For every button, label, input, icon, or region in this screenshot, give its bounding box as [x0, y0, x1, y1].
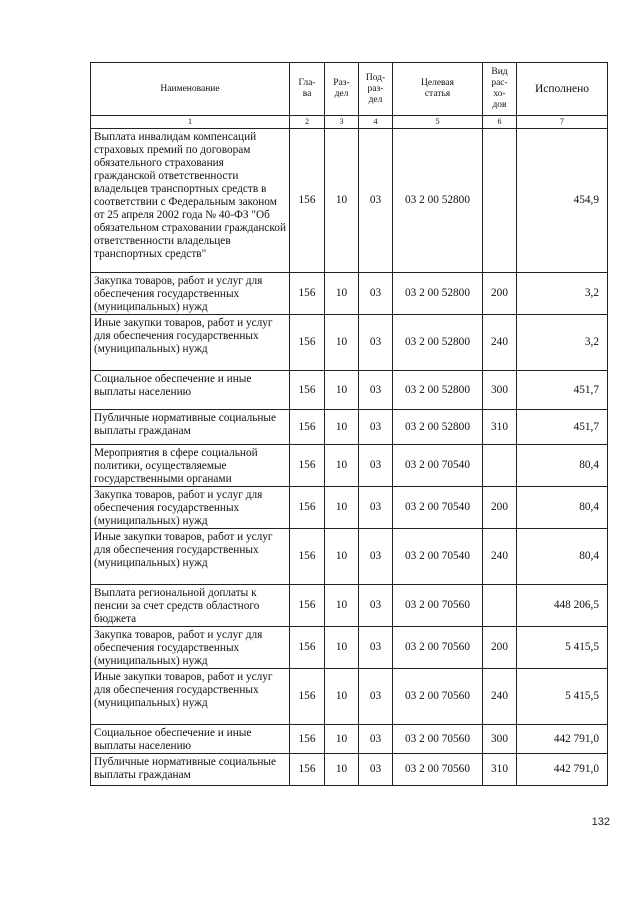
row-name: Выплата региональной доплаты к пенсии за счет средств областного бюджета [91, 585, 290, 627]
row-name: Социальное обеспечение и иные выплаты населению [91, 725, 290, 754]
row-exp-type [483, 129, 517, 273]
row-section: 10 [325, 487, 359, 529]
row-executed: 3,2 [517, 273, 608, 315]
header-chapter: Гла- ва [290, 63, 325, 116]
row-subsection: 03 [359, 725, 393, 754]
row-target: 03 2 00 52800 [393, 371, 483, 410]
row-chapter: 156 [290, 725, 325, 754]
row-exp-type [483, 445, 517, 487]
row-subsection: 03 [359, 273, 393, 315]
row-section: 10 [325, 410, 359, 445]
row-target: 03 2 00 70560 [393, 669, 483, 725]
row-exp-type: 200 [483, 273, 517, 315]
row-subsection: 03 [359, 669, 393, 725]
column-number: 6 [483, 116, 517, 129]
row-section: 10 [325, 315, 359, 371]
row-section: 10 [325, 585, 359, 627]
page-number: 132 [591, 816, 610, 828]
row-subsection: 03 [359, 585, 393, 627]
row-executed: 5 415,5 [517, 627, 608, 669]
row-subsection: 03 [359, 754, 393, 786]
row-exp-type: 240 [483, 529, 517, 585]
header-target: Целевая статья [393, 63, 483, 116]
row-name: Иные закупки товаров, работ и услуг для обеспечения государственных (муниципальных) нужд [91, 669, 290, 725]
row-section: 10 [325, 273, 359, 315]
row-section: 10 [325, 754, 359, 786]
row-name: Закупка товаров, работ и услуг для обеспечения государственных (муниципальных) нужд [91, 487, 290, 529]
row-chapter: 156 [290, 585, 325, 627]
table-row [91, 754, 608, 786]
row-target: 03 2 00 52800 [393, 273, 483, 315]
header-exp-type: Вид рас- хо- дов [483, 63, 517, 116]
header-executed: Исполнено [517, 63, 608, 116]
row-name: Иные закупки товаров, работ и услуг для обеспечения государственных (муниципальных) нужд [91, 315, 290, 371]
row-section: 10 [325, 669, 359, 725]
row-chapter: 156 [290, 487, 325, 529]
row-target: 03 2 00 52800 [393, 129, 483, 273]
row-subsection: 03 [359, 445, 393, 487]
row-target: 03 2 00 70560 [393, 725, 483, 754]
row-section: 10 [325, 725, 359, 754]
row-target: 03 2 00 52800 [393, 410, 483, 445]
row-chapter: 156 [290, 627, 325, 669]
row-executed: 451,7 [517, 410, 608, 445]
row-target: 03 2 00 52800 [393, 315, 483, 371]
header-row [91, 63, 608, 116]
row-name: Закупка товаров, работ и услуг для обеспечения государственных (муниципальных) нужд [91, 627, 290, 669]
row-name: Закупка товаров, работ и услуг для обеспечения государственных (муниципальных) нужд [91, 273, 290, 315]
row-section: 10 [325, 445, 359, 487]
column-number: 2 [290, 116, 325, 129]
row-exp-type [483, 585, 517, 627]
column-number: 4 [359, 116, 393, 129]
row-section: 10 [325, 371, 359, 410]
row-exp-type: 200 [483, 627, 517, 669]
row-executed: 80,4 [517, 445, 608, 487]
column-number: 3 [325, 116, 359, 129]
table-row [91, 529, 608, 585]
row-subsection: 03 [359, 627, 393, 669]
header-section: Раз- дел [325, 63, 359, 116]
row-section: 10 [325, 129, 359, 273]
table-row [91, 410, 608, 445]
row-subsection: 03 [359, 315, 393, 371]
row-name: Выплата инвалидам компенсаций страховых премий по договорам обязательного страхования гражданской ответственности владельцев транспортных средств в соответствии с Федеральным законом от 25 апреля 2002 года № 40-ФЗ "Об обязательном страховании гражданской ответственности владельцев транспортных средств" [91, 129, 290, 273]
row-target: 03 2 00 70540 [393, 487, 483, 529]
row-section: 10 [325, 627, 359, 669]
row-executed: 442 791,0 [517, 754, 608, 786]
row-chapter: 156 [290, 129, 325, 273]
row-chapter: 156 [290, 371, 325, 410]
table-row [91, 315, 608, 371]
row-chapter: 156 [290, 410, 325, 445]
row-exp-type: 200 [483, 487, 517, 529]
row-executed: 80,4 [517, 529, 608, 585]
row-exp-type: 240 [483, 315, 517, 371]
row-name: Публичные нормативные социальные выплаты гражданам [91, 754, 290, 786]
row-exp-type: 310 [483, 410, 517, 445]
row-exp-type: 300 [483, 725, 517, 754]
row-chapter: 156 [290, 315, 325, 371]
row-name: Публичные нормативные социальные выплаты гражданам [91, 410, 290, 445]
row-exp-type: 240 [483, 669, 517, 725]
row-executed: 451,7 [517, 371, 608, 410]
table-row [91, 487, 608, 529]
row-executed: 5 415,5 [517, 669, 608, 725]
budget-table [90, 62, 608, 786]
header-subsection: Под- раз- дел [359, 63, 393, 116]
row-subsection: 03 [359, 371, 393, 410]
row-target: 03 2 00 70560 [393, 754, 483, 786]
row-subsection: 03 [359, 129, 393, 273]
row-target: 03 2 00 70540 [393, 445, 483, 487]
row-target: 03 2 00 70540 [393, 529, 483, 585]
table-row [91, 725, 608, 754]
table-row [91, 627, 608, 669]
row-name: Иные закупки товаров, работ и услуг для обеспечения государственных (муниципальных) нужд [91, 529, 290, 585]
row-executed: 442 791,0 [517, 725, 608, 754]
row-executed: 80,4 [517, 487, 608, 529]
column-number: 1 [91, 116, 290, 129]
row-chapter: 156 [290, 445, 325, 487]
row-executed: 454,9 [517, 129, 608, 273]
row-chapter: 156 [290, 754, 325, 786]
row-chapter: 156 [290, 669, 325, 725]
row-section: 10 [325, 529, 359, 585]
row-subsection: 03 [359, 487, 393, 529]
row-name: Социальное обеспечение и иные выплаты населению [91, 371, 290, 410]
row-exp-type: 310 [483, 754, 517, 786]
row-subsection: 03 [359, 529, 393, 585]
column-number: 7 [517, 116, 608, 129]
table-row [91, 129, 608, 273]
column-number: 5 [393, 116, 483, 129]
row-name: Мероприятия в сфере социальной политики, осуществляемые государственными органами [91, 445, 290, 487]
row-target: 03 2 00 70560 [393, 585, 483, 627]
table-row [91, 669, 608, 725]
table-row [91, 273, 608, 315]
column-number-row [91, 116, 608, 129]
row-chapter: 156 [290, 529, 325, 585]
row-exp-type: 300 [483, 371, 517, 410]
row-executed: 448 206,5 [517, 585, 608, 627]
table-row [91, 585, 608, 627]
row-chapter: 156 [290, 273, 325, 315]
table-row [91, 371, 608, 410]
row-target: 03 2 00 70560 [393, 627, 483, 669]
table-row [91, 445, 608, 487]
row-subsection: 03 [359, 410, 393, 445]
header-name: Наименование [91, 63, 290, 116]
row-executed: 3,2 [517, 315, 608, 371]
